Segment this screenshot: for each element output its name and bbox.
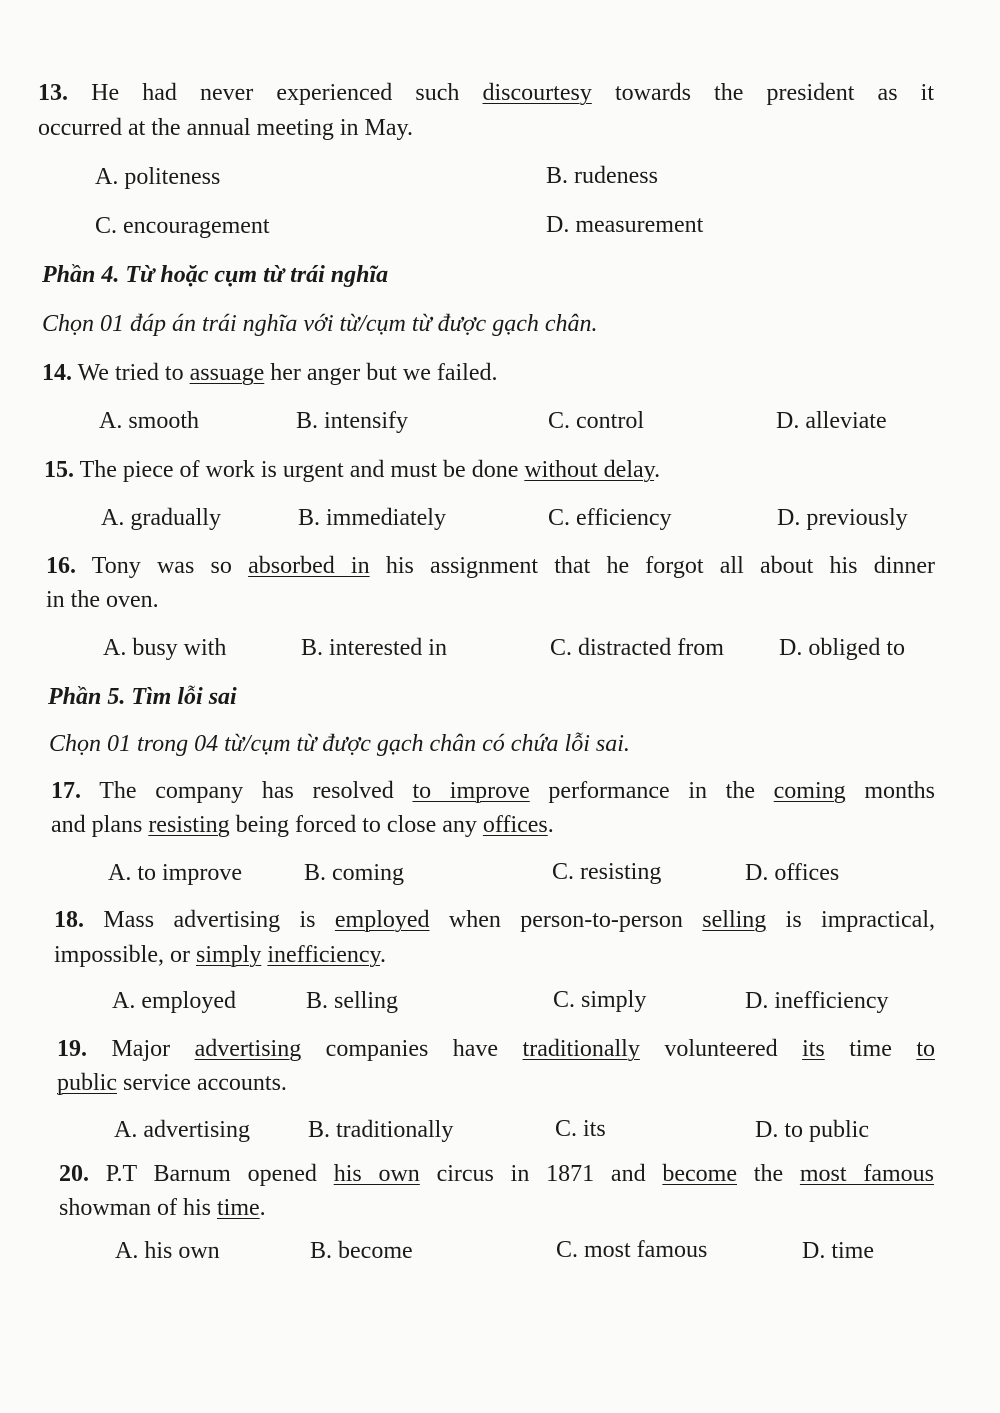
- question-15-line-1: 15. The piece of work is urgent and must be done without delay.: [44, 457, 661, 483]
- underlined-term: selling: [702, 907, 767, 933]
- option-17-a[interactable]: A. to improve: [108, 860, 242, 886]
- underlined-term: employed: [334, 907, 430, 933]
- underlined-term: coming: [773, 778, 846, 804]
- question-number: 16.: [46, 553, 76, 579]
- option-15-a[interactable]: A. gradually: [101, 505, 221, 531]
- option-17-b[interactable]: B. coming: [304, 860, 404, 886]
- question-number: 13.: [38, 80, 68, 106]
- underlined-term: time: [217, 1195, 260, 1221]
- option-18-d[interactable]: D. inefficiency: [745, 988, 889, 1014]
- question-number: 15.: [44, 457, 74, 483]
- underlined-term: absorbed in: [248, 553, 370, 579]
- question-17-line-2: and plans resisting being forced to close any offices.: [51, 812, 554, 838]
- option-20-b[interactable]: B. become: [310, 1238, 413, 1264]
- section-4-title: Phần 4. Từ hoặc cụm từ trái nghĩa: [42, 262, 389, 288]
- question-13-line-2: occurred at the annual meeting in May.: [38, 115, 413, 141]
- option-20-c[interactable]: C. most famous: [556, 1237, 708, 1263]
- option-16-d[interactable]: D. obliged to: [779, 635, 905, 661]
- question-19-line-2: public service accounts.: [57, 1070, 287, 1096]
- option-15-d[interactable]: D. previously: [777, 505, 908, 531]
- underlined-term: advertising: [194, 1036, 302, 1062]
- section-4-instruction: Chọn 01 đáp án trái nghĩa với từ/cụm từ được gạch chân.: [42, 311, 598, 337]
- option-19-c[interactable]: C. its: [555, 1116, 606, 1142]
- underlined-term: his own: [333, 1161, 420, 1187]
- underlined-term: resisting: [148, 812, 230, 838]
- underlined-term: to improve: [412, 778, 530, 804]
- section-5-instruction: Chọn 01 trong 04 từ/cụm từ được gạch chân có chứa lỗi sai.: [49, 731, 630, 757]
- option-14-c[interactable]: C. control: [548, 408, 644, 434]
- underlined-term: assuage: [189, 360, 265, 386]
- question-20-line-1: 20. P.T Barnum opened his own circus in 1871 and become the most famous: [59, 1161, 935, 1187]
- question-16-line-2: in the oven.: [46, 587, 159, 613]
- question-19-line-1: 19. Major advertising companies have traditionally volunteered its time to: [57, 1036, 936, 1062]
- question-14-line-1: 14. We tried to assuage her anger but we failed.: [42, 360, 498, 386]
- option-19-b[interactable]: B. traditionally: [308, 1117, 454, 1143]
- option-13-a[interactable]: A. politeness: [95, 164, 221, 190]
- question-16-line-1: 16. Tony was so absorbed in his assignment that he forgot all about his dinner: [46, 553, 936, 579]
- underlined-term: public: [57, 1070, 117, 1096]
- underlined-term: traditionally: [522, 1036, 640, 1062]
- underlined-term: offices: [482, 812, 548, 838]
- underlined-term: to: [916, 1036, 936, 1062]
- underlined-term: without delay: [524, 457, 655, 483]
- option-16-a[interactable]: A. busy with: [103, 635, 227, 661]
- question-number: 18.: [54, 907, 84, 933]
- option-15-c[interactable]: C. efficiency: [548, 505, 672, 531]
- question-18-line-1: 18. Mass advertising is employed when person-to-person selling is impractical,: [54, 907, 936, 933]
- option-17-d[interactable]: D. offices: [745, 860, 840, 886]
- option-18-c[interactable]: C. simply: [553, 987, 647, 1013]
- underlined-term: discourtesy: [482, 80, 592, 106]
- option-17-c[interactable]: C. resisting: [552, 859, 662, 885]
- option-14-b[interactable]: B. intensify: [296, 408, 408, 434]
- option-13-d[interactable]: D. measurement: [546, 212, 704, 238]
- option-14-a[interactable]: A. smooth: [99, 408, 200, 434]
- underlined-term: inefficiency: [267, 942, 380, 968]
- section-5-title: Phần 5. Tìm lỗi sai: [48, 684, 237, 710]
- question-20-line-2: showman of his time.: [59, 1195, 266, 1221]
- option-14-d[interactable]: D. alleviate: [776, 408, 887, 434]
- question-number: 20.: [59, 1161, 89, 1187]
- option-18-b[interactable]: B. selling: [306, 988, 399, 1014]
- option-19-d[interactable]: D. to public: [755, 1117, 869, 1143]
- option-16-b[interactable]: B. interested in: [301, 635, 447, 661]
- question-17-line-1: 17. The company has resolved to improve performance in the coming months: [51, 778, 935, 804]
- underlined-term: its: [802, 1036, 825, 1062]
- option-16-c[interactable]: C. distracted from: [550, 635, 724, 661]
- option-18-a[interactable]: A. employed: [112, 988, 236, 1014]
- underlined-term: simply: [196, 942, 262, 968]
- underlined-term: become: [662, 1161, 737, 1187]
- option-19-a[interactable]: A. advertising: [114, 1117, 250, 1143]
- question-number: 17.: [51, 778, 81, 804]
- option-13-c[interactable]: C. encouragement: [95, 213, 270, 239]
- underlined-term: most famous: [799, 1161, 935, 1187]
- option-13-b[interactable]: B. rudeness: [546, 163, 658, 189]
- question-18-line-2: impossible, or simply inefficiency.: [54, 942, 386, 968]
- question-number: 14.: [42, 360, 72, 386]
- option-15-b[interactable]: B. immediately: [298, 505, 446, 531]
- option-20-a[interactable]: A. his own: [115, 1238, 220, 1264]
- option-20-d[interactable]: D. time: [802, 1238, 874, 1264]
- question-13-line-1: 13. He had never experienced such discourtesy towards the president as it: [38, 80, 934, 106]
- question-number: 19.: [57, 1036, 87, 1062]
